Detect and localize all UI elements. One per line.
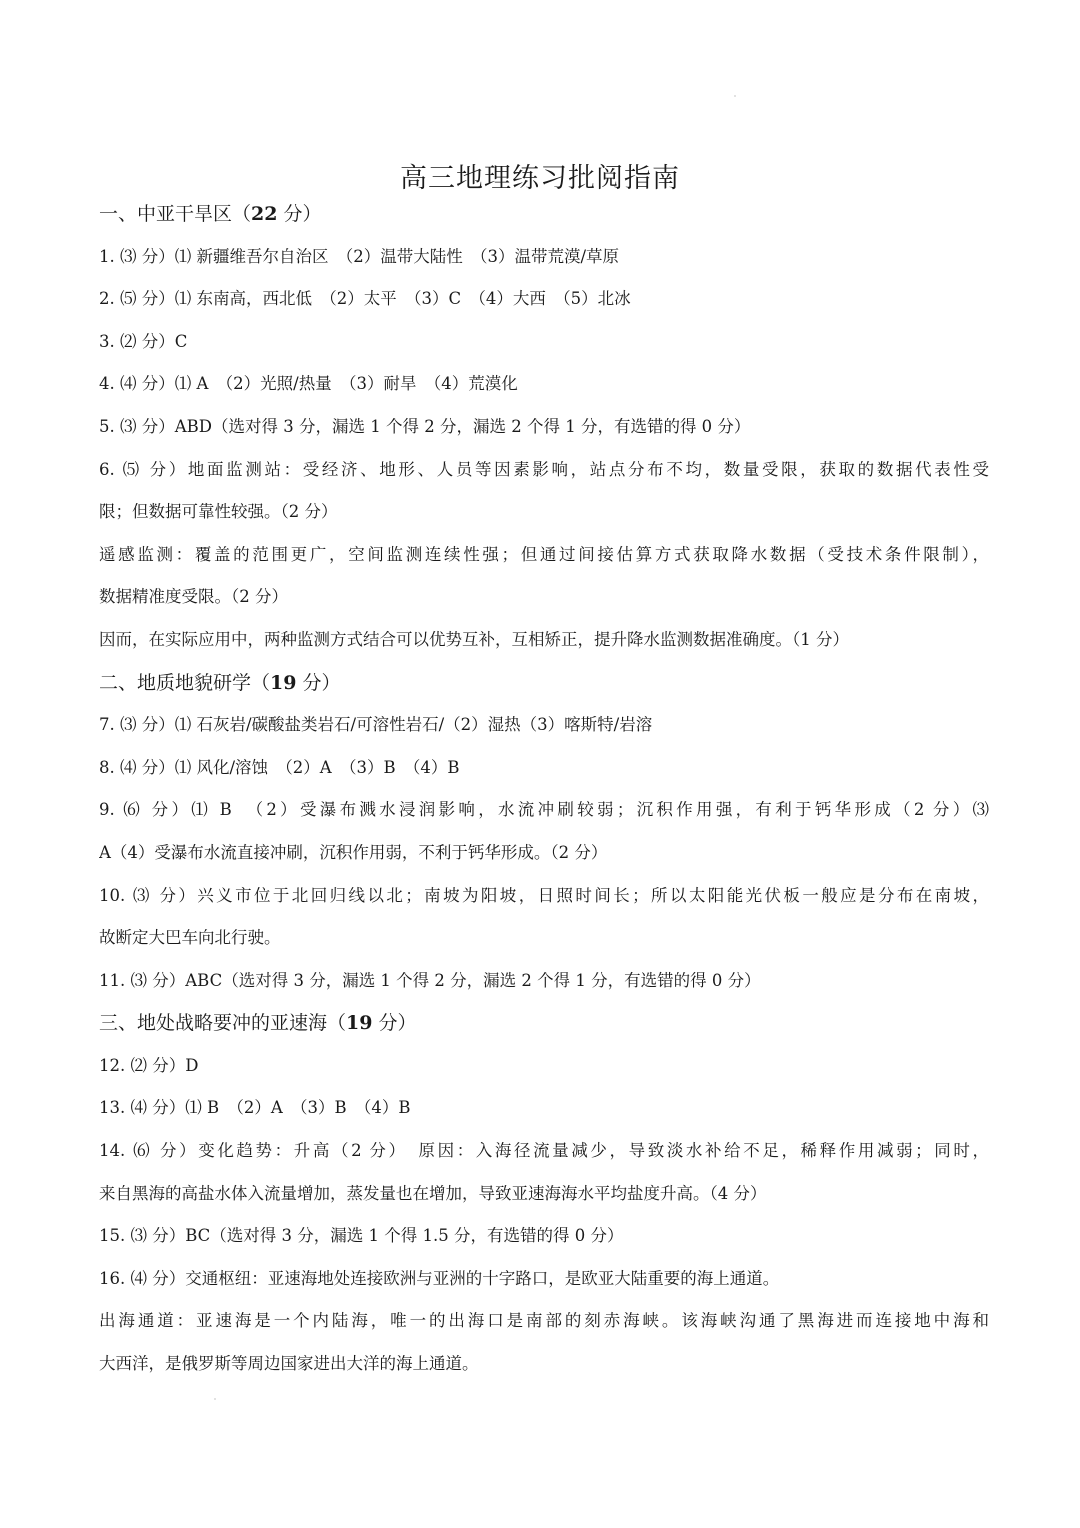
- answer-line: 遥感监测：覆盖的范围更广，空间监测连续性强；但通过间接估算方式获取降水数据（受技术条件限制），: [99, 544, 989, 564]
- document-body: [99, 193, 989, 1386]
- section-heading: [99, 193, 989, 236]
- answer-line: 7. ⑶ 分）⑴ 石灰岩/碳酸盐类岩石/可溶性岩石/（2）湿热（3）喀斯特/岩溶: [99, 715, 653, 735]
- answer-line: 9. ⑹ 分）⑴ B （2）受瀑布溅水浸润影响，水流冲刷较弱；沉积作用强，有利于钙华形成（2 分）⑶: [99, 800, 989, 820]
- section-heading-suffix: 分）: [277, 203, 322, 225]
- answer-line: 8. ⑷ 分）⑴ 风化/溶蚀 （2）A （3）B （4）B: [99, 757, 460, 777]
- answer-line: 15. ⑶ 分）BC（选对得 3 分，漏选 1 个得 1.5 分，有选错的得 0 分）: [99, 1226, 624, 1246]
- answer-line: 2. ⑸ 分）⑴ 东南高，西北低 （2）太平 （3）C （4）大西 （5）北冰: [99, 289, 631, 309]
- document-title: 高三地理练习批阅指南: [400, 163, 680, 195]
- answer-line: 数据精准度受限。（2 分）: [99, 587, 288, 607]
- section-heading-text: 一、中亚干旱区（: [99, 203, 252, 225]
- section-points: 22: [251, 203, 278, 225]
- answer-line: 6. ⑸ 分）地面监测站：受经济、地形、人员等因素影响，站点分布不均，数量受限，获取的数据代表性受: [99, 459, 989, 479]
- answer-line: 4. ⑷ 分）⑴ A （2）光照/热量 （3）耐旱 （4）荒漠化: [99, 374, 518, 394]
- answer-line: 出海通道：亚速海是一个内陆海，唯一的出海口是南部的刻赤海峡。该海峡沟通了黑海进而连接地中海和: [99, 1311, 989, 1331]
- section-heading: [99, 662, 989, 705]
- section-points: 19: [346, 1012, 373, 1035]
- section-heading-text: 三、地处战略要冲的亚速海（: [99, 1012, 347, 1035]
- answer-line: A（4）受瀑布水流直接冲刷，沉积作用弱，不利于钙华形成。（2 分）: [99, 842, 608, 862]
- section-points: 19: [270, 671, 297, 694]
- section-heading-suffix: 分）: [372, 1012, 417, 1035]
- answer-line: 3. ⑵ 分）C: [99, 331, 188, 351]
- scan-speck: [734, 95, 736, 97]
- answer-line: 11. ⑶ 分）ABC（选对得 3 分，漏选 1 个得 2 分，漏选 2 个得 1 分，有选错的得 0 分）: [99, 970, 761, 990]
- answer-line: 13. ⑷ 分）⑴ B （2）A （3）B （4）B: [99, 1098, 411, 1118]
- answer-line: 因而，在实际应用中，两种监测方式结合可以优势互补，互相矫正，提升降水监测数据准确度。（1 分）: [99, 629, 849, 649]
- section-heading: [99, 1002, 989, 1045]
- section-heading-suffix: 分）: [296, 671, 341, 694]
- answer-line: 来自黑海的高盐水体入流量增加，蒸发量也在增加，导致亚速海海水平均盐度升高。（4 分）: [99, 1183, 767, 1203]
- answer-line: 14. ⑹ 分）变化趋势：升高（2 分） 原因：入海径流量减少，导致淡水补给不足，稀释作用减弱；同时，: [99, 1141, 989, 1161]
- answer-line: 故断定大巴车向北行驶。: [99, 928, 281, 948]
- answer-line: 限；但数据可靠性较强。（2 分）: [99, 502, 338, 522]
- answer-line: 12. ⑵ 分）D: [99, 1055, 199, 1075]
- answer-line: 大西洋，是俄罗斯等周边国家进出大洋的海上通道。: [99, 1354, 479, 1374]
- answer-line: 1. ⑶ 分）⑴ 新疆维吾尔自治区 （2）温带大陆性 （3）温带荒漠/草原: [99, 246, 620, 266]
- section-heading-text: 二、地质地貌研学（: [99, 671, 271, 694]
- answer-line: 5. ⑶ 分）ABD（选对得 3 分，漏选 1 个得 2 分，漏选 2 个得 1 分，有选错的得 0 分）: [99, 416, 751, 436]
- scan-speck: [214, 1398, 216, 1400]
- answer-line: 16. ⑷ 分）交通枢纽：亚速海地处连接欧洲与亚洲的十字路口，是欧亚大陆重要的海上通道。: [99, 1268, 780, 1288]
- answer-line: 10. ⑶ 分）兴义市位于北回归线以北；南坡为阳坡，日照时间长；所以太阳能光伏板一般应是分布在南坡，: [99, 885, 989, 905]
